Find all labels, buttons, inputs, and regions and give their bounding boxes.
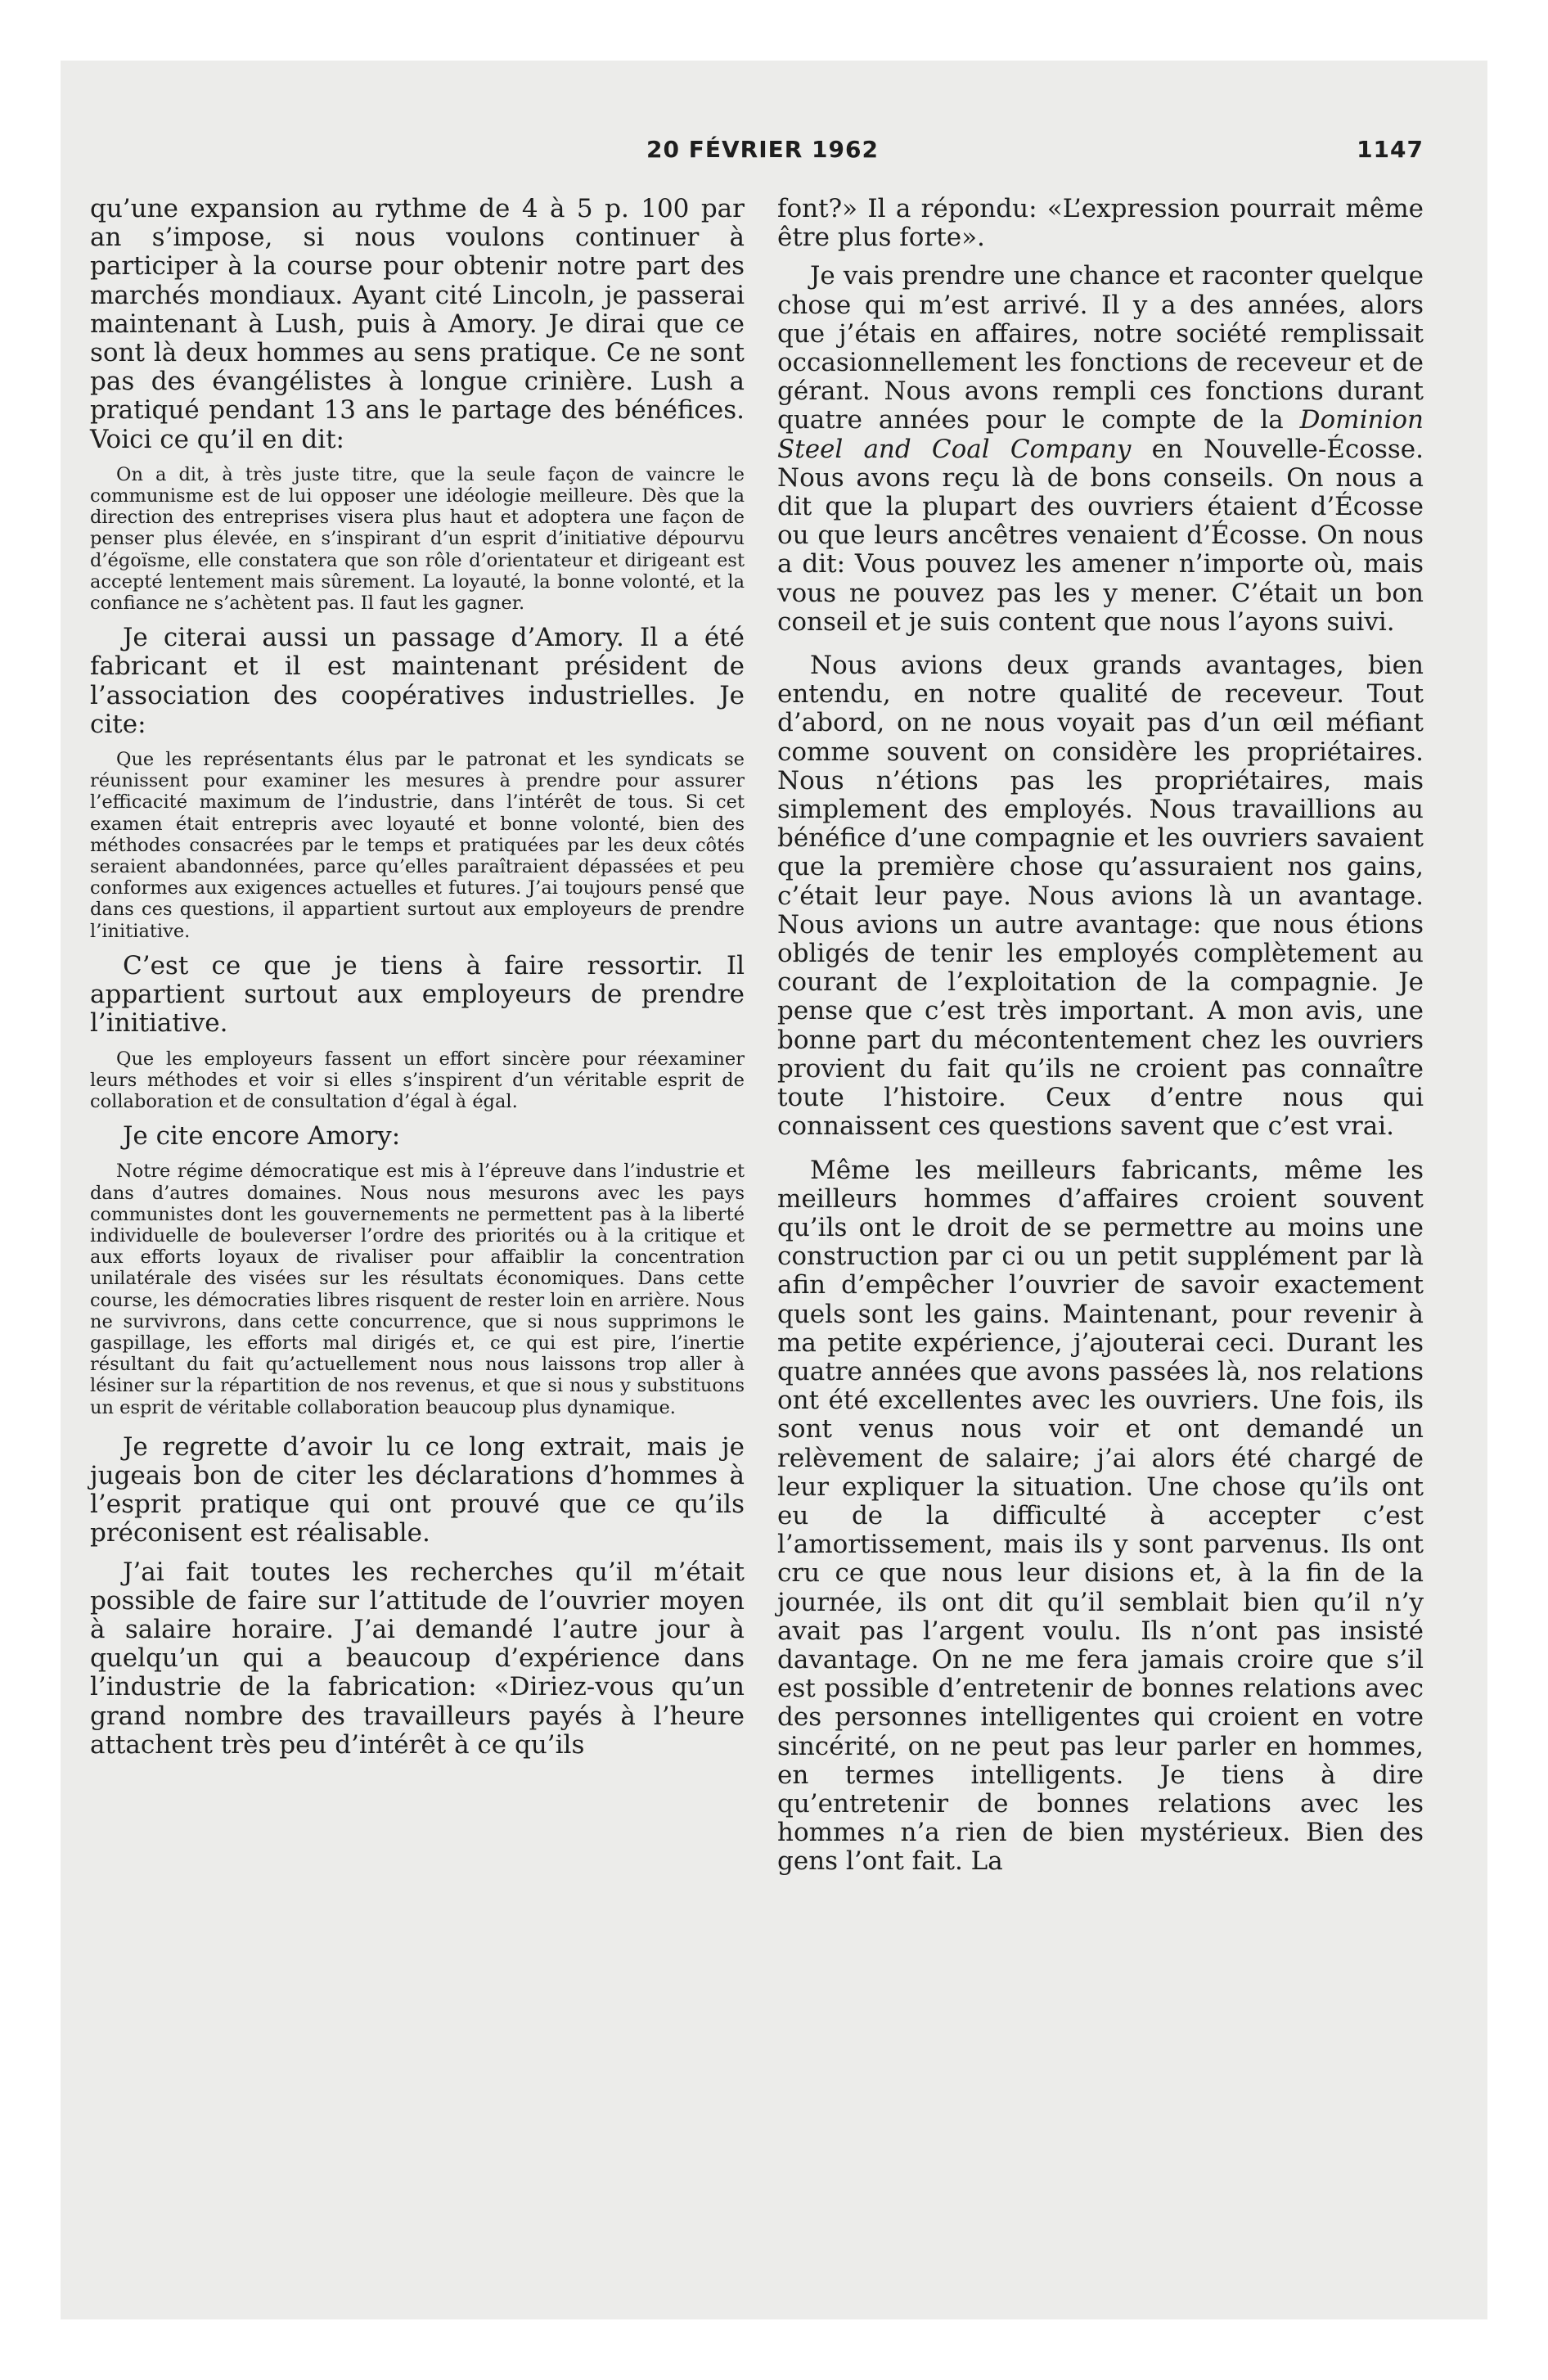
header-date: 20 FÉVRIER 1962 [646,136,879,163]
company-name: Dominion Steel and Coal Company [777,405,1424,464]
paragraph-text: Je vais prendre une chance et raconter quelque chose qui m’est arrivé. Il y a des années, alors que j’étais en affaires, notre société remplissait occasionnellement les fonctions de receveur et de gérant. Nous avons rempli ces fonctions durant quatre années pour le compte de la [777,261,1424,435]
paragraph: font?» Il a répondu: «L’expression pourrait même être plus forte». [777,194,1424,253]
paragraph [777,262,1424,637]
right-column [777,195,1424,1877]
paragraph: Je citerai aussi un passage d’Amory. Il a été fabricant et il est maintenant président de l’association des coopératives industrielles. Je cite: [90,623,745,739]
block-quote: On a dit, à très juste titre, que la seule façon de vaincre le communisme est de lui opposer une idéologie meilleure. Dès que la direction des entreprises visera plus haut et adoptera une façon de penser plus élevée, en s’inspirant d’un esprit d’initiative dépourvu d’égoïsme, elle constatera que son rôle d’orientateur et dirigeant est accepté lentement mais sûrement. La loyauté, la bonne volonté, et la confiance ne s’achètent pas. Il faut les gagner. [90,463,745,615]
paragraph: qu’une expansion au rythme de 4 à 5 p. 100 par an s’impose, si nous voulons continuer à participer à la course pour obtenir notre part des marchés mondiaux. Ayant cité Lincoln, je passerai maintenant à Lush, puis à Amory. Je dirai que ce sont là deux hommes au sens pratique. Ce ne sont pas des évangélistes à longue crinière. Lush a pratiqué pendant 13 ans le partage des bénéfices. Voici ce qu’il en dit: [90,194,745,454]
page-header [90,136,1424,169]
paragraph: C’est ce que je tiens à faire ressortir. Il appartient surtout aux employeurs de prendre l’initiative. [90,950,745,1039]
paragraph: J’ai fait toutes les recherches qu’il m’était possible de faire sur l’attitude de l’ouvrier moyen à salaire horaire. J’ai demandé l’autre jour à quelqu’un qui a beaucoup d’expérience dans l’industrie de la fabrication: «Diriez-vous qu’un grand nombre des travailleurs payés à l’heure attachent très peu d’intérêt à ce qu’ils [90,1557,745,1760]
paragraph: Je cite encore Amory: [123,1121,401,1152]
paragraph: Même les meilleurs fabricants, même les meilleurs hommes d’affaires croient souvent qu’ils ont le droit de se permettre au moins une construction par ci ou un petit supplément par là afin d’empêcher l’ouvrier de savoir exactement quels sont les gains. Maintenant, pour revenir à ma petite expérience, j’ajouterai ceci. Durant les quatre années que avons passées là, nos relations ont été excellentes avec les ouvriers. Une fois, ils sont venus nous voir et ont demandé un relèvement de salaire; j’ai alors été chargé de leur expliquer la situation. Une chose qu’ils ont eu de la difficulté à accepter c’est l’amortissement, mais ils y sont parvenus. Ils ont cru ce que nous leur disions et, à la fin de la journée, ils ont dit qu’il semblait bien qu’il n’y avait pas l’argent voulu. Ils n’ont pas insisté davantage. On ne me fera jamais croire que s’il est possible d’entretenir de bonnes relations avec des personnes intelligentes qui croient en votre sincérité, on ne peut pas leur parler en hommes, en termes intelligents. Je tiens à dire qu’entretenir de bonnes relations avec les hommes n’a rien de bien mystérieux. Bien des gens l’ont fait. La [777,1155,1424,1877]
paragraph: Nous avions deux grands avantages, bien entendu, en notre qualité de receveur. Tout d’abord, on ne nous voyait pas d’un œil méfiant comme souvent on considère les propriétaires. Nous n’étions pas les propriétaires, mais simplement des employés. Nous travaillions au bénéfice d’une compagnie et les ouvriers savaient que la première chose qu’assuraient nos gains, c’était leur paye. Nous avions là un avantage. Nous avions un autre avantage: que nous étions obligés de tenir les employés complètement au courant de l’exploitation de la compagnie. Je pense que c’est très important. A mon avis, une bonne part du mécontentement chez les ouvriers provient du fait qu’ils ne croient pas connaître toute l’histoire. Ceux d’entre nous qui connaissent ces questions savent que c’est vrai. [777,651,1424,1142]
page-number: 1147 [1357,136,1424,163]
block-quote: Notre régime démocratique est mis à l’épreuve dans l’industrie et dans d’autres domaines. Nous nous mesurons avec les pays communistes dont les gouvernements ne permettent pas à la liberté individuelle de bouleverser l’ordre des priorités ou à la critique et aux efforts loyaux de rivaliser pour affaiblir la concentration unilatérale des visées sur les résultats économiques. Dans cette course, les démocraties libres risquent de rester loin en arrière. Nous ne survivrons, dans cette concurrence, que si nous supprimons le gaspillage, les efforts mal dirigés et, ce qui est pire, l’inertie résultant du fait qu’actuellement nous nous laissons trop aller à lésiner sur la répartition de nos revenus, et que si nous y substituons un esprit de véritable collaboration beaucoup plus dynamique. [90,1161,745,1418]
paragraph: Je regrette d’avoir lu ce long extrait, mais je jugeais bon de citer les déclarations d’hommes à l’esprit pratique qui ont prouvé que ce qu’ils préconisent est réalisable. [90,1431,745,1548]
block-quote: Que les représentants élus par le patronat et les syndicats se réunissent pour examiner les mesures à prendre pour assurer l’efficacité maximum de l’industrie, dans l’intérêt de tous. Si cet examen était entrepris avec loyauté et bonne volonté, bien des méthodes consacrées par le temps et pratiquées par les deux côtés seraient abandonnées, parce qu’elles paraîtraient dépassées et peu conformes aux exigences actuelles et futures. J’ai toujours pensé que dans ces questions, il appartient surtout aux employeurs de prendre l’initiative. [90,749,745,942]
paragraph-text: en Nouvelle-Écosse. Nous avons reçu là de bons conseils. On nous a dit que la plupart des ouvriers étaient d’Écosse ou que leurs ancêtres venaient d’Écosse. On nous a dit: Vous pouvez les amener n’importe où, mais vous ne pouvez pas les y mener. C’était un bon conseil et je suis content que nous l’ayons suivi. [777,434,1424,637]
block-quote: Que les employeurs fassent un effort sincère pour réexaminer leurs méthodes et voir si elles s’inspirent d’un véritable esprit de collaboration et de consultation d’égal à égal. [90,1048,745,1112]
left-column [90,195,745,1760]
